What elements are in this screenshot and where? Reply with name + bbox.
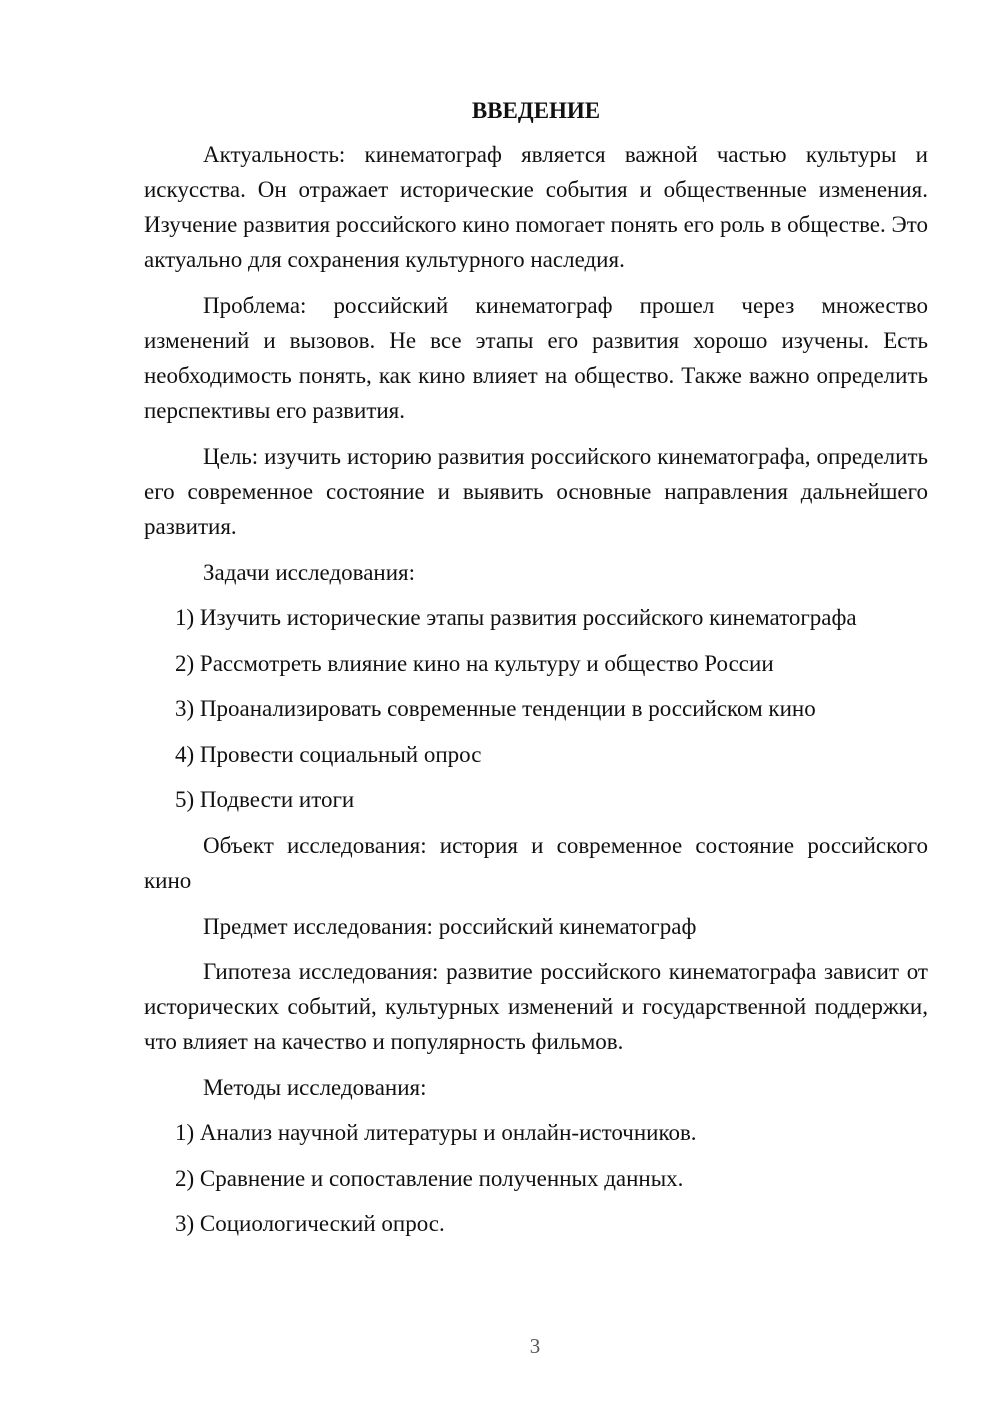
goal-paragraph: Цель: изучить историю развития российского кинематографа, определить его современное состояние и выявить основные направления дальнейшего развития. (144, 444, 928, 539)
page-number: 3 (529, 1334, 541, 1358)
list-item: 4) Провести социальный опрос (175, 741, 482, 767)
list-item: 3) Социологический опрос. (175, 1211, 445, 1237)
methods-list (144, 1115, 928, 1241)
subject-paragraph: Предмет исследования: российский кинематограф (203, 913, 697, 939)
tasks-heading: Задачи исследования: (203, 560, 416, 585)
list-item: 2) Рассмотреть влияние кино на культуру и общество России (175, 650, 774, 676)
object-paragraph: Объект исследования: история и современное состояние российского кино (144, 832, 928, 893)
list-item: 2) Сравнение и сопоставление полученных данных. (175, 1165, 684, 1191)
methods-heading: Методы исследования: (203, 1074, 427, 1100)
list-item: 3) Проанализировать современные тенденции в российском кино (175, 696, 816, 722)
list-item: 5) Подвести итоги (175, 787, 355, 813)
hypothesis-paragraph: Гипотеза исследования: развитие российского кинематографа зависит от исторических событий, культурных изменений и государственной поддержки, что влияет на качество и популярность фильмов. (144, 958, 928, 1054)
document-page (144, 94, 928, 1252)
problem-paragraph: Проблема: российский кинематограф прошел через множество изменений и вызовов. Не все этапы его развития хорошо изучены. Есть необходимость понять, как кино влияет на общество. Также важно определить перспективы его развития. (144, 293, 928, 423)
section-heading: ВВЕДЕНИЕ (471, 98, 601, 123)
list-item: 1) Изучить исторические этапы развития российского кинематографа (175, 605, 857, 630)
tasks-list (144, 600, 928, 817)
relevance-paragraph: Актуальность: кинематограф является важной частью культуры и искусства. Он отражает исторические события и общественные изменения. Изучение развития российского кино помогает понять его роль в обществе. Это актуально для сохранения культурного наследия. (144, 142, 928, 272)
list-item: 1) Анализ научной литературы и онлайн-источников. (175, 1119, 697, 1145)
